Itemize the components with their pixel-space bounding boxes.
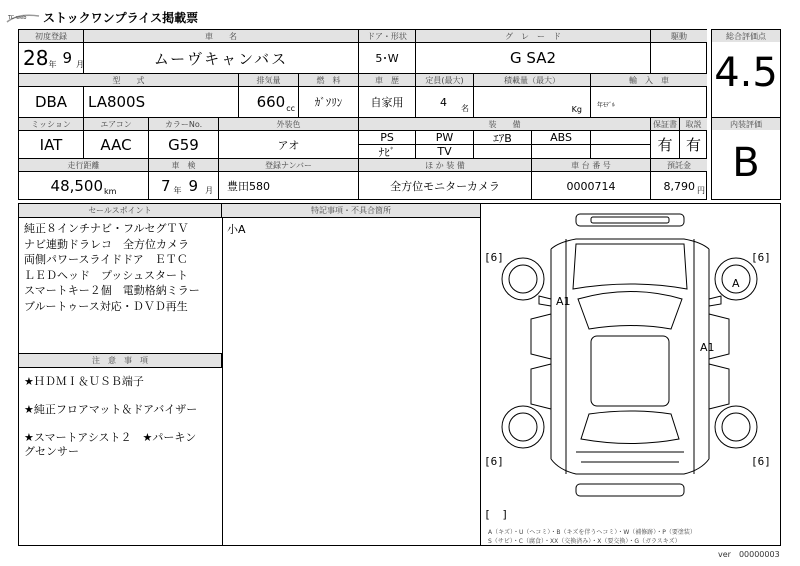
notes-line: グセンサー xyxy=(24,445,79,458)
label-capacity: 定員(最大) xyxy=(415,73,473,86)
label-model: 型 式 xyxy=(18,73,238,86)
sales-line: ＬＥＤヘッド プッシュスタート xyxy=(24,268,189,282)
tire-mark-rr: [6] xyxy=(751,455,771,468)
reg-year-unit: 年 xyxy=(48,60,57,69)
label-notes: 注 意 事 項 xyxy=(18,353,222,368)
manual: 有 xyxy=(685,136,701,154)
mileage-cell xyxy=(18,171,148,200)
door-shape-cell xyxy=(358,42,415,73)
model: LA800S xyxy=(88,93,146,111)
deposit: 8,790 xyxy=(663,179,695,193)
warranty: 有 xyxy=(657,136,673,154)
legend-line-1: A（キズ）・U（ヘコミ）・B（キズを伴うヘコミ）・W（補修跡）・P（要塗装） xyxy=(488,529,696,536)
sales-line: ナビ連動ドラレコ 全方位カメラ xyxy=(24,237,189,251)
capacity-unit: 名 xyxy=(461,104,469,113)
label-fuel: 燃 料 xyxy=(298,73,358,86)
notes-line xyxy=(24,389,197,403)
equip-1-5 xyxy=(590,130,650,144)
displacement-unit: cc xyxy=(286,104,295,113)
interior-score: B xyxy=(732,140,760,186)
warranty-cell xyxy=(650,130,679,158)
label-score: 総合評価点 xyxy=(711,29,781,42)
notes-lines xyxy=(24,375,197,459)
label-plate: 登録ナンバー xyxy=(218,158,358,171)
page-title: ストックワンプライス掲載票 xyxy=(43,11,199,25)
ext-color-cell xyxy=(218,130,358,158)
mileage-unit: km xyxy=(104,187,117,196)
insp-year: 7 xyxy=(161,177,171,195)
damage-mark-a1-left: A1 xyxy=(556,295,571,308)
aircon: AAC xyxy=(100,135,132,154)
car-damage-diagram xyxy=(481,204,780,529)
plate: 豊田580 xyxy=(227,180,270,193)
special-text: 小A xyxy=(227,223,246,236)
chassis-cell xyxy=(531,171,650,200)
label-grade: グ レ ー ド xyxy=(415,29,650,42)
label-load: 積載量（最大） xyxy=(473,73,590,86)
color-no: G59 xyxy=(168,135,199,154)
notes-line xyxy=(24,417,197,431)
sales-line: 純正８インチナビ・フルセグＴＶ xyxy=(24,222,189,235)
reg-date-cell xyxy=(18,42,83,73)
displacement-cell xyxy=(238,86,298,117)
label-displacement: 排気量 xyxy=(238,73,298,86)
notes-line: ★純正フロアマット＆ドアバイザー xyxy=(24,403,198,416)
label-interior: 内装評価 xyxy=(711,117,781,130)
grade-cell xyxy=(415,42,650,73)
label-chassis: 車 台 番 号 xyxy=(531,158,650,171)
tire-mark-fr: [6] xyxy=(751,251,771,264)
insp-month-unit: 月 xyxy=(205,186,214,195)
manual-cell xyxy=(679,130,707,158)
notes-line: ★スマートアシスト２ ★パーキン xyxy=(24,431,197,444)
total-score: 4.5 xyxy=(714,50,778,96)
divider xyxy=(222,203,223,546)
equip-2-4 xyxy=(531,144,590,158)
aircon-cell xyxy=(83,130,148,158)
equip-1-1: PS xyxy=(358,130,415,144)
chassis-no: 0000714 xyxy=(566,179,616,193)
import-note: 年ﾓﾃﾞﾙ xyxy=(597,102,616,109)
reg-month: 9 xyxy=(62,49,72,67)
label-door: ドア・形状 xyxy=(358,29,415,42)
sales-line: スマートキー２個 電動格納ミラー xyxy=(24,284,200,297)
label-reg: 初度登録 xyxy=(18,29,83,42)
other-cell xyxy=(358,171,531,200)
label-history: 車 歴 xyxy=(358,73,415,86)
legend-line-2: S（サビ）・C（腐食）・XX（交換済み）・X（要交換）・G（ガラスキズ） xyxy=(488,538,681,545)
mileage: 48,500 xyxy=(50,177,104,195)
bracket-mark: [ ] xyxy=(484,508,509,521)
reg-year: 28 xyxy=(23,46,49,70)
sales-line: 両側パワースライドドア ＥＴＣ xyxy=(24,253,188,266)
mission-cell xyxy=(18,130,83,158)
tire-mark-rl: [6] xyxy=(484,455,504,468)
plate-cell xyxy=(218,171,358,200)
insp-year-unit: 年 xyxy=(173,186,182,195)
capacity-cell xyxy=(415,86,473,117)
model-prefix: DBA xyxy=(34,93,68,111)
reg-month-unit: 月 xyxy=(76,60,84,69)
label-mileage: 走行距離 xyxy=(18,158,148,171)
label-car: 車 名 xyxy=(83,29,358,42)
fuel: ｶﾞｿﾘﾝ xyxy=(314,96,343,109)
sales-line: ブルートゥース対応・ＤＶＤ再生 xyxy=(24,299,188,313)
equip-1-3: ｴｱB xyxy=(473,130,531,144)
fuel-cell xyxy=(298,86,358,117)
label-warranty: 保証書 xyxy=(650,117,679,130)
label-aircon: エアコン xyxy=(83,117,148,130)
car-name: ムーヴキャンバス xyxy=(153,49,289,68)
score-box xyxy=(711,29,781,200)
door-shape: 5･W xyxy=(375,52,399,65)
label-other: ほ か 装 備 xyxy=(358,158,531,171)
model-cell xyxy=(83,86,238,117)
label-ext-color: 外装色 xyxy=(218,117,358,130)
label-mission: ミッション xyxy=(18,117,83,130)
load-cell xyxy=(473,86,590,117)
damage-mark-a1-right: A1 xyxy=(700,341,715,354)
label-drive: 駆動 xyxy=(650,29,707,42)
color-no-cell xyxy=(148,130,218,158)
capacity: 4 xyxy=(440,95,447,109)
equip-1-2: PW xyxy=(415,130,473,144)
car-name-cell xyxy=(83,42,358,73)
label-equipment: 装 備 xyxy=(358,117,650,130)
version: ver 00000003 xyxy=(718,550,780,559)
model-prefix-cell xyxy=(18,86,83,117)
insp-month: 9 xyxy=(188,177,199,195)
logo-text: TC-web xyxy=(8,15,27,21)
price-cell xyxy=(650,171,707,200)
logo xyxy=(6,10,40,24)
equip-2-2: TV xyxy=(415,144,473,158)
label-special: 特記事項・不具合箇所 xyxy=(222,203,481,218)
damage-mark-a-right: A xyxy=(732,277,740,290)
grade: G SA2 xyxy=(510,49,556,67)
deposit-unit: 円 xyxy=(697,186,705,195)
equip-2-1: ﾅﾋﾞ xyxy=(358,144,415,158)
import-cell xyxy=(590,86,707,117)
equip-1-4: ABS xyxy=(531,130,590,144)
other-equipment: 全方位モニターカメラ xyxy=(390,180,500,193)
mission: IAT xyxy=(39,135,63,154)
history: 自家用 xyxy=(370,96,404,109)
notes-line: ★ＨＤＭＩ＆ＵＳＢ端子 xyxy=(24,375,144,388)
label-color-no: カラーNo. xyxy=(148,117,218,130)
label-inspection: 車 検 xyxy=(148,158,218,171)
drive-cell xyxy=(650,42,707,73)
tire-mark-fl: [6] xyxy=(484,251,504,264)
label-manual: 取説 xyxy=(679,117,707,130)
equip-2-3 xyxy=(473,144,531,158)
displacement: 660 xyxy=(256,93,286,111)
label-import: 輸 入 車 xyxy=(590,73,707,86)
sales-lines xyxy=(24,221,200,314)
inspection-cell xyxy=(148,171,218,200)
label-price: 預託金 xyxy=(650,158,707,171)
ext-color: アオ xyxy=(277,138,300,152)
history-cell xyxy=(358,86,415,117)
load-unit: Kg xyxy=(571,105,582,114)
label-sales: セールスポイント xyxy=(18,203,222,218)
equip-2-5 xyxy=(590,144,650,158)
